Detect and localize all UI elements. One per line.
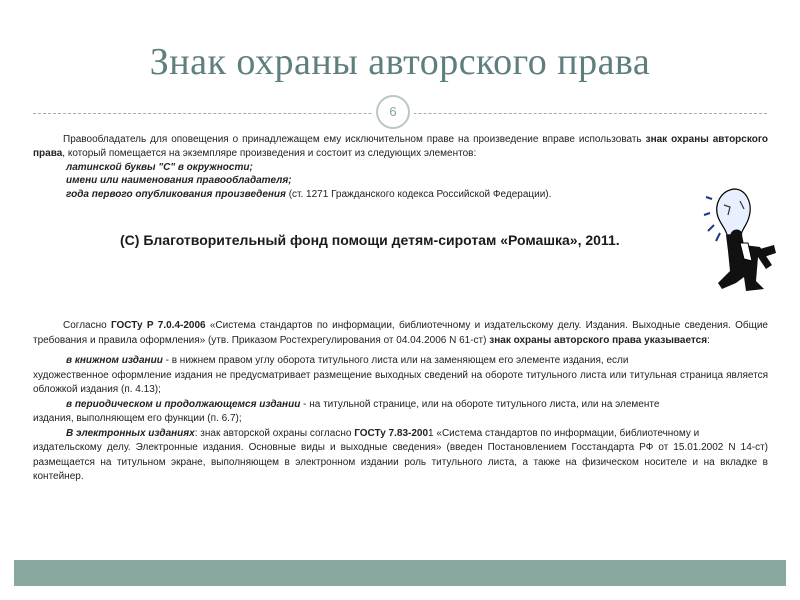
book-edition-item: в книжном издании - в нижнем правом углу оборота титульного листа или на заменяющем его элементе издания, если: [66, 355, 629, 366]
book-edition-cont: художественное оформление издания не предусматривает размещение выходных сведений на обороте титульного листа или титульная страница является обложкой издания (п. 4.13);: [33, 369, 768, 395]
right-margin: [768, 0, 800, 600]
sample-copyright-notice: (С) Благотворительный фонд помощи детям-сиротам «Ромашка», 2011.: [120, 232, 620, 248]
periodic-edition-item: в периодическом и продолжающемся издании - на титульной странице, или на обороте титульного листа, или на элементе: [66, 398, 660, 410]
left-margin: [0, 0, 32, 600]
periodic-edition-cont: издания, выполняющем его функции (п. 6.7);: [33, 413, 242, 424]
idea-man-clipart-icon: [700, 185, 780, 295]
element-item-3: года первого опубликования произведения (ст. 1271 Гражданского кодекса Российской Федерации).: [66, 189, 552, 201]
element-ref: (ст. 1271 Гражданского кодекса Российской Федерации).: [285, 189, 552, 201]
footer-bar: [14, 560, 786, 586]
intro-paragraph: Правообладатель для оповещения о принадлежащем ему исключительном праве на произведение вправе использовать знак охраны авторского права, который помещается на экземпляре произведения и состоит из следующих элементов:: [33, 134, 768, 159]
electronic-edition-item: В электронных изданиях: знак авторской охраны согласно ГОСТу 7.83-2001 «Система стандартов по информации, библиотечному и: [66, 427, 700, 439]
gost-paragraph: Согласно ГОСТу Р 7.0.4-2006 «Система стандартов по информации, библиотечному и издательскому делу. Издания. Выходные сведения. Общие требования и правила оформления» (утв. Приказом Ростехрегулирования от 04.04.2006 N 61-ст) знак охраны авторского права указывается:: [33, 320, 768, 346]
element-item-2: имени или наименования правообладателя;: [66, 175, 292, 187]
page-number-badge: 6: [376, 95, 410, 129]
element-item-1: латинской буквы "C" в окружности;: [66, 161, 253, 173]
slide-title: Знак охраны авторского права: [149, 41, 651, 83]
intro-block: [33, 133, 768, 202]
gost-block: [33, 319, 768, 485]
electronic-edition-cont: издательскому делу. Электронные издания. Основные виды и выходные сведения» (введен Постановлением Госстандарта РФ от 15.01.2002 N 14-ст) размещается на титульном экране, выполняющем в электронном издании роль титульного листа, а также на физическом носителе и на вкладке в контейнер.: [33, 442, 768, 482]
intro-bold: знак охраны авторского права: [33, 134, 768, 159]
